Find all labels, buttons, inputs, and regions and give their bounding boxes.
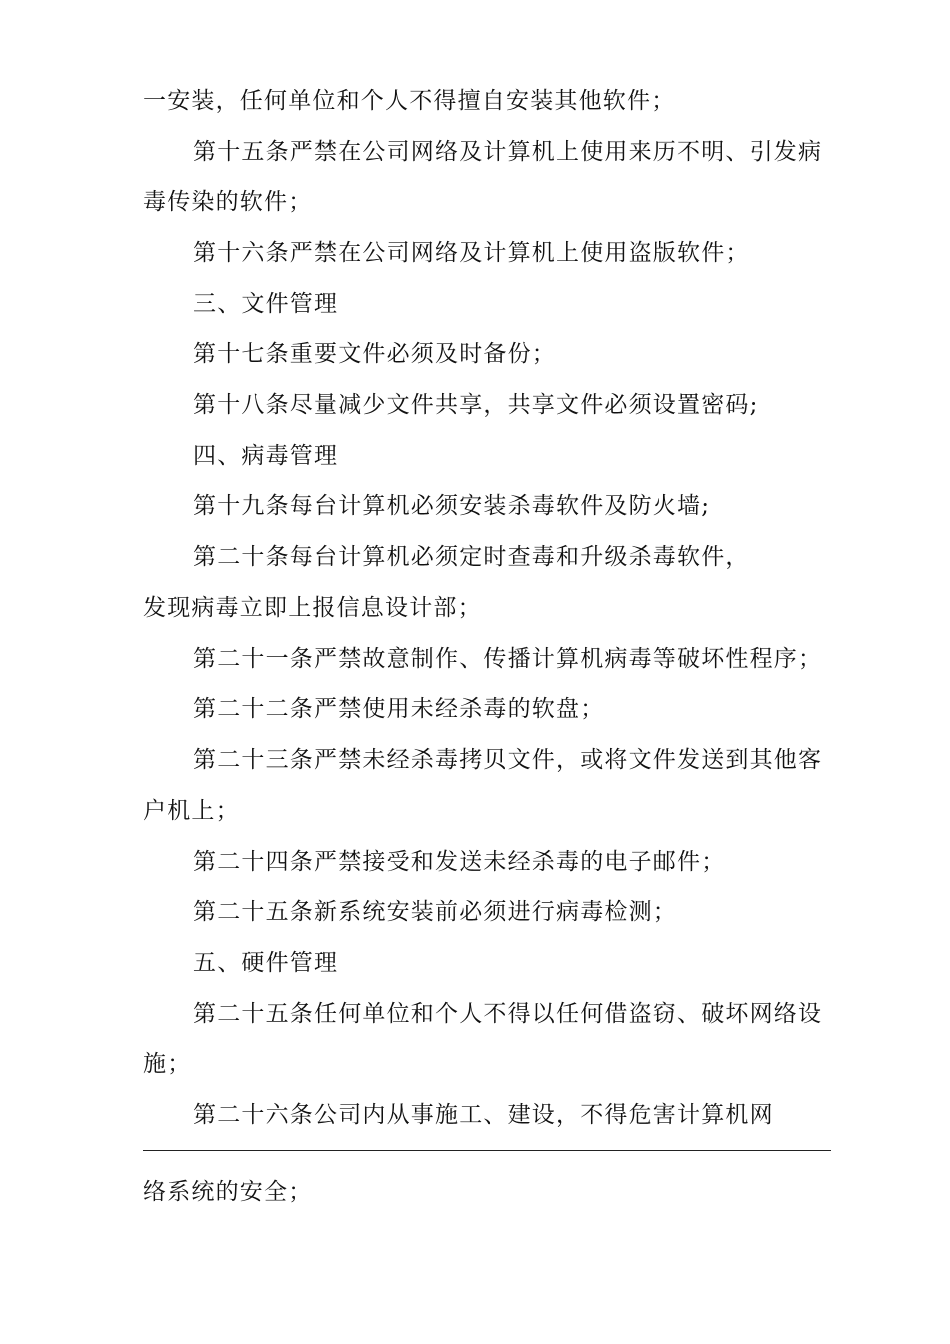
- article-16-line: 第十六条严禁在公司网络及计算机上使用盗版软件；: [193, 240, 750, 266]
- section-heading-hardware-management: 五、硬件管理: [193, 950, 339, 976]
- article-22-line: 第二十二条严禁使用未经杀毒的软盘；: [193, 696, 605, 722]
- article-19-line: 第十九条每台计算机必须安装杀毒软件及防火墙;: [193, 493, 711, 519]
- article-25a-line: 第二十五条新系统安装前必须进行病毒检测；: [193, 899, 677, 925]
- text-line: 一安装，任何单位和个人不得擅自安装其他软件；: [143, 88, 676, 114]
- article-21-line: 第二十一条严禁故意制作、传播计算机病毒等破坏性程序；: [193, 646, 823, 672]
- footer-text-line: 络系统的安全；: [143, 1179, 313, 1205]
- text-line: 户机上；: [143, 798, 240, 824]
- article-17-line: 第十七条重要文件必须及时备份；: [193, 341, 556, 367]
- text-line: 毒传染的软件；: [143, 189, 313, 215]
- text-line: 发现病毒立即上报信息设计部；: [143, 595, 482, 621]
- text-line: 施；: [143, 1051, 192, 1077]
- section-heading-file-management: 三、文件管理: [193, 291, 339, 317]
- section-heading-virus-management: 四、病毒管理: [193, 443, 339, 469]
- article-18-line: 第十八条尽量减少文件共享，共享文件必须设置密码;: [193, 392, 759, 418]
- article-20-line: 第二十条每台计算机必须定时查毒和升级杀毒软件，: [193, 544, 750, 570]
- page-divider: [143, 1150, 831, 1151]
- article-15-line: 第十五条严禁在公司网络及计算机上使用来历不明、引发病: [193, 139, 823, 165]
- article-24-line: 第二十四条严禁接受和发送未经杀毒的电子邮件；: [193, 849, 726, 875]
- article-26-line: 第二十六条公司内从事施工、建设，不得危害计算机网: [193, 1102, 774, 1128]
- article-25b-line: 第二十五条任何单位和个人不得以任何借盗窃、破坏网络设: [193, 1001, 823, 1027]
- article-23-line: 第二十三条严禁未经杀毒拷贝文件，或将文件发送到其他客: [193, 747, 823, 773]
